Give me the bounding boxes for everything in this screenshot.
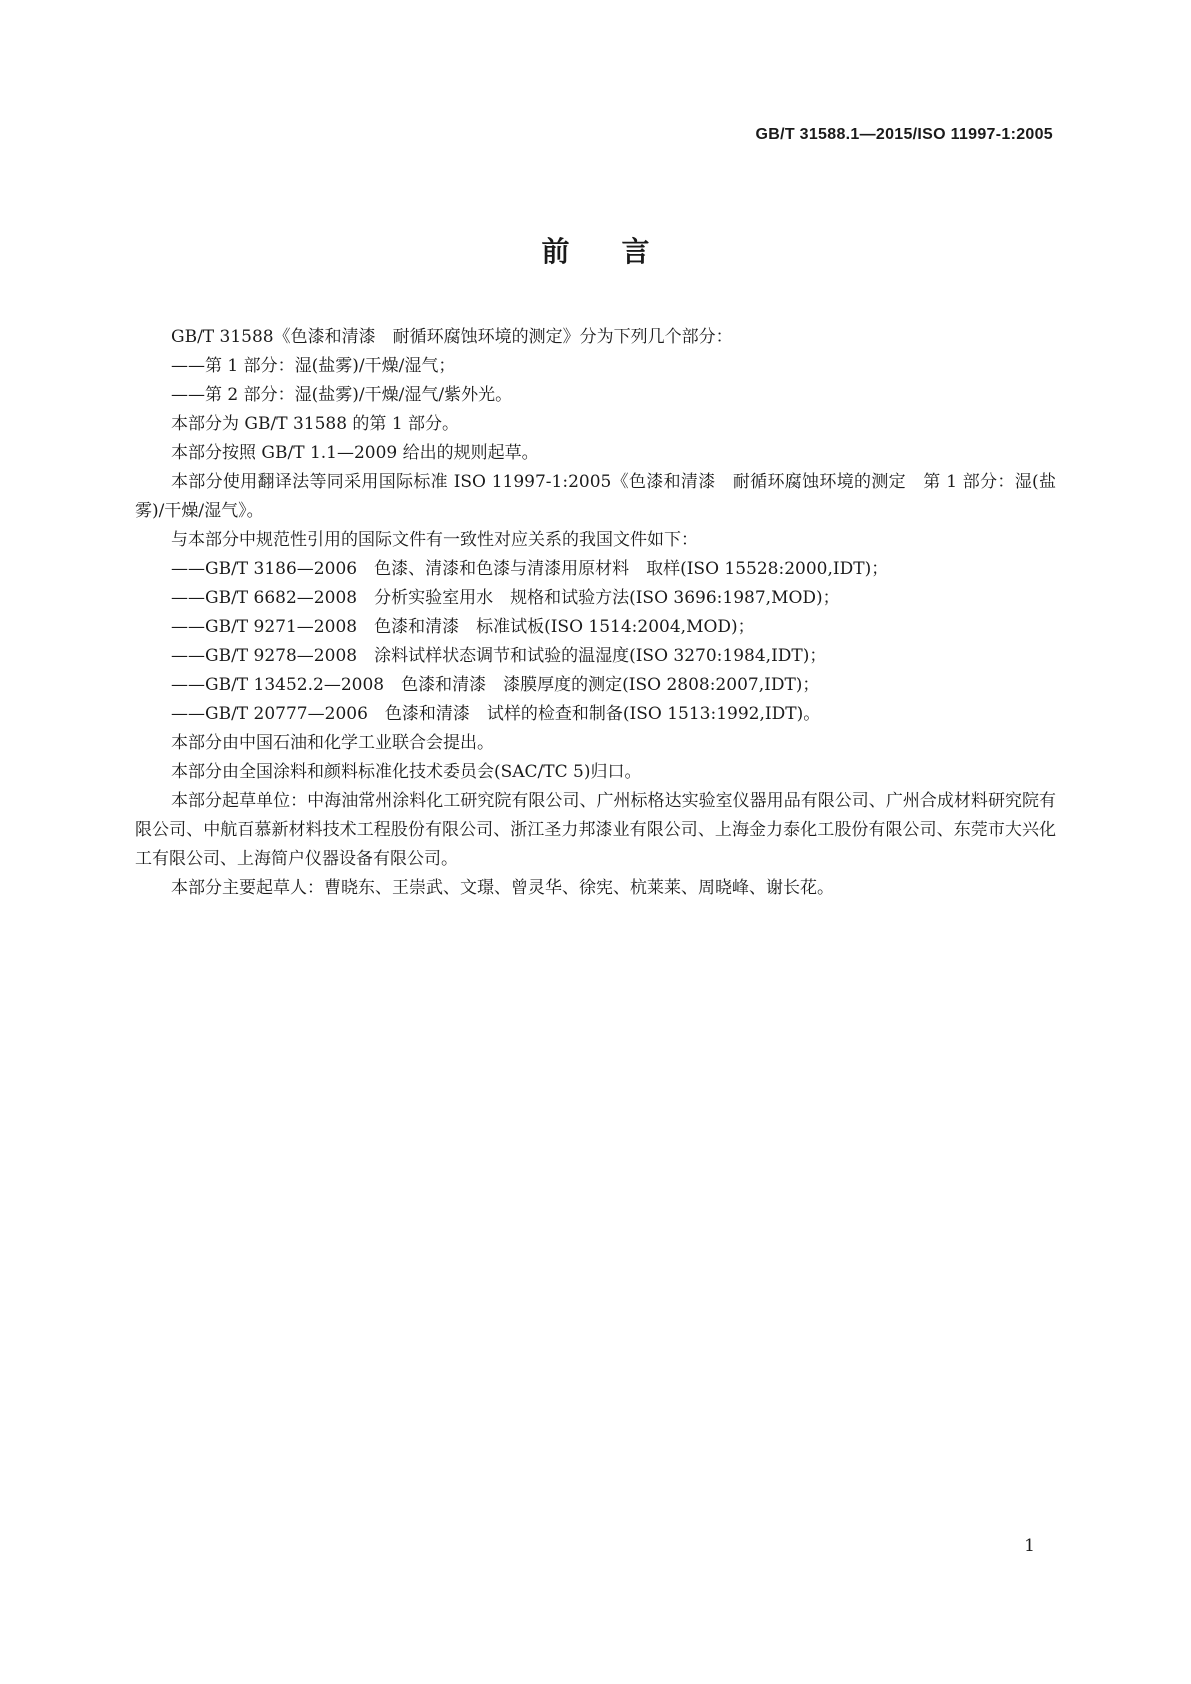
paragraph-translation-method: 本部分使用翻译法等同采用国际标准 ISO 11997-1:2005《色漆和清漆 耐循环腐蚀环境的测定 第 1 部分：湿(盐雾)/干燥/湿气》。: [135, 472, 1056, 521]
paragraph-this-part: 本部分为 GB/T 31588 的第 1 部分。: [171, 414, 460, 434]
foreword-body: [135, 323, 1056, 903]
paragraph-parts-intro: GB/T 31588《色漆和清漆 耐循环腐蚀环境的测定》分为下列几个部分：: [171, 327, 733, 347]
list-item-reference: ——GB/T 3186—2006 色漆、清漆和色漆与清漆用原材料 取样(ISO 15528:2000,IDT)；: [171, 559, 889, 579]
paragraph-technical-committee: 本部分由全国涂料和颜料标准化技术委员会(SAC/TC 5)归口。: [171, 762, 642, 782]
paragraph-proposed-by: 本部分由中国石油和化学工业联合会提出。: [171, 733, 494, 753]
list-item-reference: ——GB/T 9271—2008 色漆和清漆 标准试板(ISO 1514:2004,MOD)；: [171, 617, 755, 637]
paragraph-correspondence-intro: 与本部分中规范性引用的国际文件有一致性对应关系的我国文件如下：: [171, 530, 698, 550]
list-item-part-1: ——第 1 部分：湿(盐雾)/干燥/湿气；: [171, 356, 456, 376]
list-item-reference: ——GB/T 9278—2008 涂料试样状态调节和试验的温湿度(ISO 3270:1984,IDT)；: [171, 646, 827, 666]
paragraph-drafting-rules: 本部分按照 GB/T 1.1—2009 给出的规则起草。: [171, 443, 539, 463]
paragraph-drafters: 本部分主要起草人：曹晓东、王崇武、文璟、曾灵华、徐宪、杭莱莱、周晓峰、谢长花。: [171, 878, 834, 898]
list-item-reference: ——GB/T 6682—2008 分析实验室用水 规格和试验方法(ISO 3696:1987,MOD)；: [171, 588, 840, 608]
page-title: 前言: [541, 235, 702, 268]
standard-code-header: GB/T 31588.1—2015/ISO 11997-1:2005: [755, 126, 1053, 143]
list-item-reference: ——GB/T 20777—2006 色漆和清漆 试样的检查和制备(ISO 1513:1992,IDT)。: [171, 704, 821, 724]
paragraph-drafting-units: 本部分起草单位：中海油常州涂料化工研究院有限公司、广州标格达实验室仪器用品有限公司、广州合成材料研究院有限公司、中航百慕新材料技术工程股份有限公司、浙江圣力邦漆业有限公司、上海金力泰化工股份有限公司、东莞市大兴化工有限公司、上海简户仪器设备有限公司。: [135, 791, 1056, 869]
list-item-part-2: ——第 2 部分：湿(盐雾)/干燥/湿气/紫外光。: [171, 385, 513, 405]
list-item-reference: ——GB/T 13452.2—2008 色漆和清漆 漆膜厚度的测定(ISO 2808:2007,IDT)；: [171, 675, 820, 695]
page-number: 1: [1024, 1536, 1035, 1556]
